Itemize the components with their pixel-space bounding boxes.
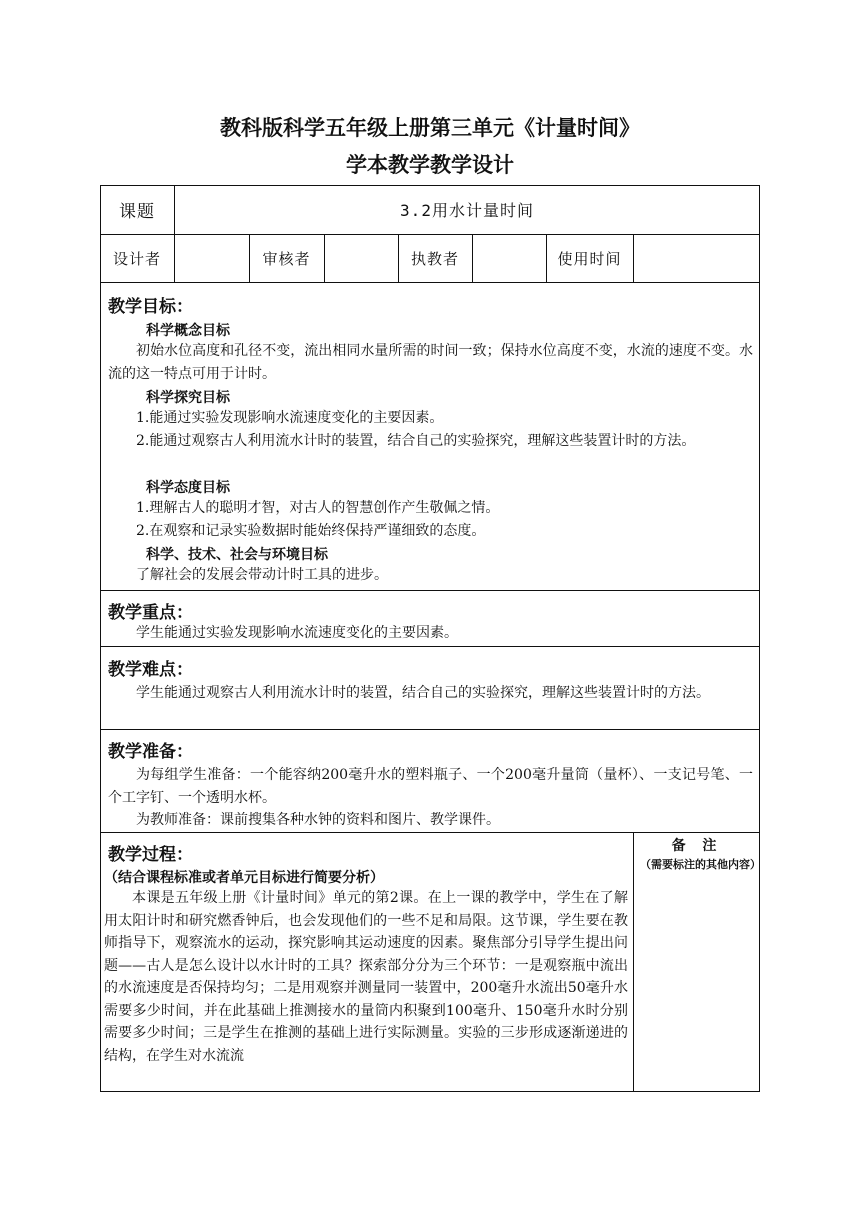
teacher-preparation-text: 为教师准备：课前搜集各种水钟的资料和图片、教学课件。	[136, 812, 500, 828]
document-subtitle: 学本教学教学设计	[346, 153, 514, 177]
notes-col-divider	[633, 832, 634, 1092]
reviewer-label: 审核者	[262, 249, 311, 268]
usage-time-label: 使用时间	[557, 249, 622, 268]
lesson-title: 3.2用水计量时间	[400, 201, 534, 220]
process-heading: 教学过程：	[108, 845, 193, 865]
concept-objective-heading: 科学概念目标	[146, 323, 230, 339]
attitude-objective-item: 1.理解古人的聪明才智，对古人的智慧创作产生敬佩之情。	[136, 500, 500, 516]
inquiry-objective-heading: 科学探究目标	[146, 390, 230, 406]
analysis-heading: （结合课程标准或者单元目标进行简要分析）	[104, 870, 384, 886]
row-divider	[100, 590, 760, 591]
attitude-objective-item: 2.在观察和记录实验数据时能始终保持严谨细致的态度。	[136, 523, 486, 539]
designer-label: 设计者	[112, 249, 161, 268]
notes-heading: 备 注	[671, 838, 723, 854]
difficulties-heading: 教学难点：	[108, 660, 193, 680]
row-divider	[100, 282, 760, 283]
inquiry-objective-item: 2.能通过观察古人利用流水计时的装置，结合自己的实验探究，理解这些装置计时的方法。	[136, 433, 696, 449]
key-points-text: 学生能通过实验发现影响水流速度变化的主要因素。	[136, 625, 458, 641]
row-divider	[100, 832, 760, 833]
key-points-heading: 教学重点：	[108, 603, 193, 623]
process-text: 本课是五年级上册《计量时间》单元的第2课。在上一课的教学中，学生在了解用太阳计时和研究燃香钟后，也会发现他们的一些不足和局限。这节课，学生要在教师指导下，观察流水的运动，探究影响其运动速度的因素。聚焦部分引导学生提出问题——古人是怎么设计以水计时的工具？探索部分分为三个环节：一是观察瓶中流出的水流速度是否保持均匀；二是用观察并测量同一装置中，200毫升水流出50毫升水需要多少时间，并在此基础上推测接水的量筒内积聚到100毫升、150毫升水时分别需要多少时间；三是学生在推测的基础上进行实际测量。实验的三步形成逐渐递进的结构，在学生对水流流	[104, 890, 628, 1064]
objectives-heading: 教学目标：	[108, 297, 193, 317]
notes-subheading: （需要标注的其他内容）	[640, 858, 761, 871]
inquiry-objective-item: 1.能通过实验发现影响水流速度变化的主要因素。	[136, 410, 444, 426]
col-divider	[324, 234, 325, 282]
col-divider	[472, 234, 473, 282]
topic-label: 课题	[119, 202, 155, 222]
student-preparation-text: 为每组学生准备：一个能容纳200毫升水的塑料瓶子、一个200毫升量筒（量杯）、一支记号笔、一个工字钉、一个透明水杯。	[108, 767, 753, 806]
preparation-heading: 教学准备：	[108, 742, 193, 762]
teacher-label: 执教者	[410, 249, 459, 268]
concept-objective-text: 初始水位高度和孔径不变，流出相同水量所需的时间一致；保持水位高度不变，水流的速度不变。水流的这一特点可用于计时。	[108, 343, 753, 382]
sts-objective-text: 了解社会的发展会带动计时工具的进步。	[136, 567, 388, 583]
col-divider	[633, 234, 634, 282]
attitude-objective-heading: 科学态度目标	[146, 480, 230, 496]
difficulties-text: 学生能通过观察古人利用流水计时的装置，结合自己的实验探究，理解这些装置计时的方法。	[136, 685, 710, 701]
sts-objective-heading: 科学、技术、社会与环境目标	[146, 547, 328, 563]
row-divider	[100, 729, 760, 730]
document-title: 教科版科学五年级上册第三单元《计量时间》	[220, 116, 640, 140]
row-divider	[100, 646, 760, 647]
